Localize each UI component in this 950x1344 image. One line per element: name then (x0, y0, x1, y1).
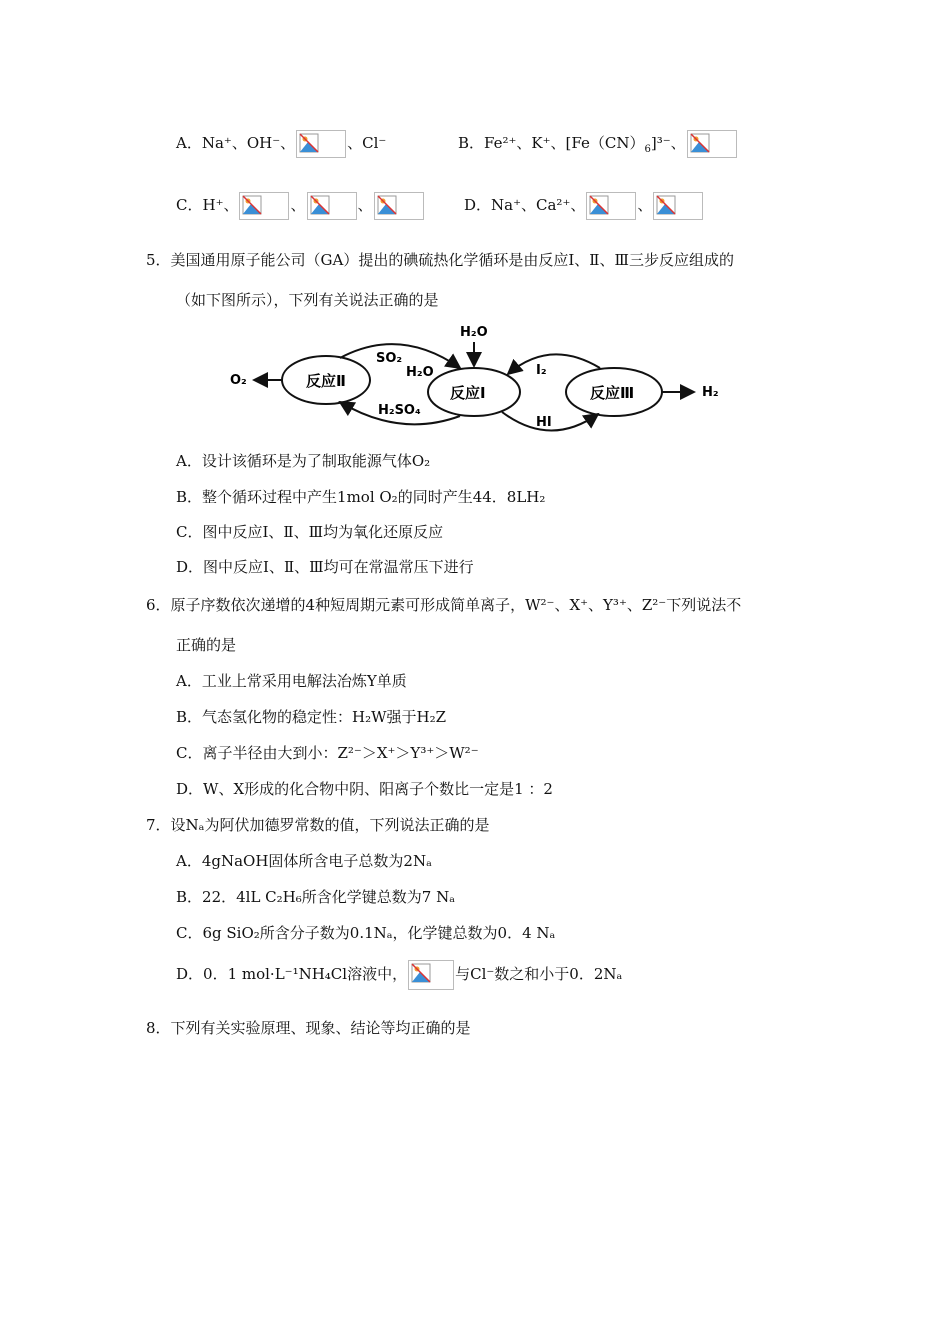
q5-option-a: A．设计该循环是为了制取能源气体O₂ (176, 452, 431, 470)
h2o-label-curve: H₂O (406, 365, 434, 380)
h2-label: H₂ (702, 385, 719, 400)
so2-label: SO₂ (376, 351, 403, 366)
q4-option-b (458, 130, 738, 160)
q4-option-c (176, 192, 425, 220)
q7-option-d (176, 960, 622, 990)
q5-stem-line2: （如下图所示），下列有关说法正确的是 (176, 291, 439, 309)
q5-option-d: D．图中反应Ⅰ、Ⅱ、Ⅲ均可在常温常压下进行 (176, 558, 474, 576)
reaction-1-label: 反应Ⅰ (450, 384, 486, 402)
option-text: D．0．1 mol·L⁻¹NH₄Cl溶液中， (176, 965, 408, 983)
q5-option-b: B．整个循环过程中产生1mol O₂的同时产生44．8LH₂ (176, 488, 546, 506)
option-label: D． (464, 196, 492, 214)
broken-image-icon (296, 130, 346, 158)
option-label: B． (458, 134, 485, 152)
q4-option-d (464, 192, 704, 220)
q7-option-b: B．22．4lL C₂H₆所含化学键总数为7 Nₐ (176, 888, 455, 906)
q6-option-d: D．W、X形成的化合物中阴、阳离子个数比一定是1 ：2 (176, 780, 553, 798)
q6-option-c: C．离子半径由大到小：Z²⁻＞X⁺＞Y³⁺＞W²⁻ (176, 744, 479, 762)
q5-option-c: C．图中反应Ⅰ、Ⅱ、Ⅲ均为氧化还原反应 (176, 523, 444, 541)
option-text: Na⁺、OH⁻、 (201, 134, 296, 152)
broken-image-icon (687, 130, 737, 158)
q8-stem: 8．下列有关实验原理、现象、结论等均正确的是 (146, 1019, 471, 1037)
h2o-input-label: H₂O (460, 325, 488, 340)
broken-image-icon (408, 960, 454, 990)
broken-image-icon (374, 192, 424, 220)
q6-stem-line2: 正确的是 (176, 636, 237, 654)
o2-label: O₂ (230, 373, 247, 388)
option-text: Fe²⁺、K⁺、[Fe（CN） (484, 134, 645, 152)
option-text: ]³⁻、 (650, 134, 686, 152)
option-label: A． (176, 134, 202, 152)
reaction-3-label: 反应Ⅲ (590, 384, 635, 402)
option-label: C． (176, 196, 203, 214)
hi-label: HI (536, 415, 552, 430)
reaction-2-label: 反应Ⅱ (306, 372, 346, 390)
option-text: Na⁺、Ca²⁺、 (491, 196, 586, 214)
subscript: 6 (644, 144, 651, 155)
broken-image-icon (586, 192, 636, 220)
option-text: 与Cl⁻数之和小于0．2Nₐ (455, 965, 623, 983)
option-text: 、Cl⁻ (347, 134, 387, 152)
q5-stem-line1: 5．美国通用原子能公司（GA）提出的碘硫热化学循环是由反应Ⅰ、Ⅱ、Ⅲ三步反应组成的 (146, 251, 734, 269)
broken-image-icon (653, 192, 703, 220)
q7-option-c: C．6g SiO₂所含分子数为0.1Nₐ，化学键总数为0．4 Nₐ (176, 924, 556, 942)
i2-label: I₂ (536, 363, 547, 378)
iodine-sulfur-cycle-diagram (220, 318, 760, 438)
option-text: 、 (637, 196, 653, 214)
q7-stem: 7．设Nₐ为阿伏加德罗常数的值，下列说法正确的是 (146, 816, 490, 834)
h2so4-label: H₂SO₄ (378, 403, 421, 418)
option-text: 、 (357, 196, 373, 214)
option-text: H⁺、 (202, 196, 239, 214)
q6-option-a: A．工业上常采用电解法冶炼Y单质 (176, 672, 407, 690)
q6-option-b: B．气态氢化物的稳定性：H₂W强于H₂Z (176, 708, 447, 726)
q7-option-a: A．4gNaOH固体所含电子总数为2Nₐ (176, 852, 432, 870)
option-text: 、 (290, 196, 306, 214)
broken-image-icon (307, 192, 357, 220)
broken-image-icon (239, 192, 289, 220)
q6-stem-line1: 6．原子序数依次递增的4种短周期元素可形成简单离子，W²⁻、X⁺、Y³⁺、Z²⁻下列说法不 (146, 596, 742, 614)
q4-option-a (176, 130, 386, 158)
